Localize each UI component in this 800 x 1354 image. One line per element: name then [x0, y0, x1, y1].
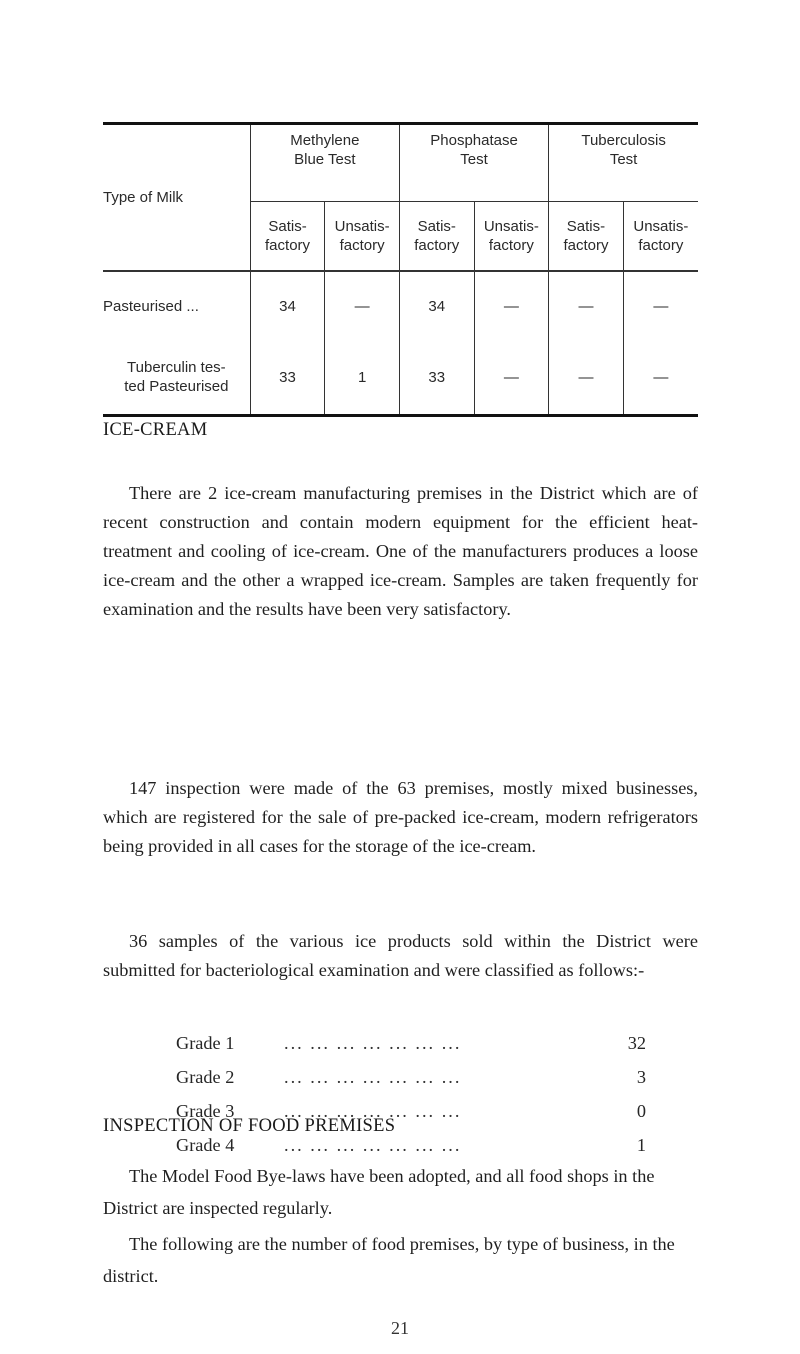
food-premises-heading: INSPECTION OF FOOD PREMISES	[103, 1116, 396, 1136]
table-cell: —	[325, 271, 400, 340]
grade-list	[176, 1026, 646, 1162]
ice-cream-heading: ICE-CREAM	[103, 420, 208, 440]
grade-label: Grade 2	[176, 1066, 235, 1087]
unsatisfactory-header: Unsatis- factory	[623, 202, 698, 272]
food-premises-paragraph-1: The Model Food Bye-laws have been adopted, and all food shops in the District are inspected regularly.	[103, 1166, 655, 1218]
grade-label: Grade 1	[176, 1032, 235, 1053]
ice-cream-paragraph-1: There are 2 ice-cream manufacturing premises in the District which are of recent construction and contain modern equipment for the efficient heat-treatment and cooling of ice-cream. One of the manufacturers produces a loose ice-cream and the other a wrapped ice-cream. Samples are taken frequently for examination and the results have been very satisfactory.	[103, 483, 698, 619]
grade-value: 32	[627, 1032, 646, 1053]
list-item	[176, 1026, 646, 1060]
table-cell: —	[623, 340, 698, 416]
table-row	[103, 271, 698, 340]
satisfactory-header: Satis- factory	[399, 202, 474, 272]
methylene-blue-header	[250, 124, 399, 202]
ice-cream-paragraph-2: 147 inspection were made of the 63 premises, mostly mixed businesses, which are registered for the sale of pre-packed ice-cream, modern refrigerators being provided in all cases for the storage of the ice-cream.	[103, 778, 698, 856]
list-item	[176, 1060, 646, 1094]
table-cell: 1	[325, 340, 400, 416]
page-number: 21	[391, 1318, 409, 1338]
milk-tests-table	[103, 122, 698, 417]
leader-dots: ... ... ... ... ... ... ...	[284, 1134, 462, 1155]
group-header-line: Methylene	[290, 132, 360, 149]
grade-value: 3	[636, 1066, 646, 1087]
group-header-line: Test	[460, 151, 488, 168]
ice-cream-paragraph-3: 36 samples of the various ice products sold within the District were submitted for bacteriological examination and were classified as follows:-	[103, 931, 698, 980]
type-of-milk-header: Type of Milk	[103, 189, 184, 206]
group-header-line: Test	[609, 151, 638, 168]
table-cell: 34	[250, 271, 325, 340]
milk-type-cell: Pasteurised ...	[103, 271, 250, 340]
leader-dots: ... ... ... ... ... ... ...	[284, 1032, 462, 1053]
table-cell: 33	[250, 340, 325, 416]
tuberculosis-header	[549, 124, 698, 202]
table-cell: —	[474, 340, 549, 416]
table-cell: —	[623, 271, 698, 340]
milk-type-cell: Tuberculin tes- ted Pasteurised	[124, 359, 229, 395]
satisfactory-header: Satis- factory	[549, 202, 624, 272]
phosphatase-header	[399, 124, 548, 202]
satisfactory-header: Satis- factory	[250, 202, 325, 272]
grade-value: 0	[636, 1100, 646, 1121]
table-cell: —	[549, 340, 624, 416]
table-cell: —	[549, 271, 624, 340]
table-cell: 33	[399, 340, 474, 416]
table-cell: 34	[399, 271, 474, 340]
table-cell: —	[474, 271, 549, 340]
grade-label: Grade 3	[176, 1100, 235, 1121]
leader-dots: ... ... ... ... ... ... ...	[284, 1100, 462, 1121]
unsatisfactory-header: Unsatis- factory	[325, 202, 400, 272]
group-header-line: Blue Test	[294, 151, 356, 168]
grade-value: 1	[636, 1134, 646, 1155]
table-row	[103, 340, 698, 416]
group-header-line: Tuberculosis	[581, 132, 666, 149]
group-header-line: Phosphatase	[430, 132, 518, 149]
unsatisfactory-header: Unsatis- factory	[474, 202, 549, 272]
grade-label: Grade 4	[176, 1134, 235, 1155]
leader-dots: ... ... ... ... ... ... ...	[284, 1066, 462, 1087]
food-premises-paragraph-2: The following are the number of food premises, by type of business, in the district.	[103, 1234, 675, 1286]
